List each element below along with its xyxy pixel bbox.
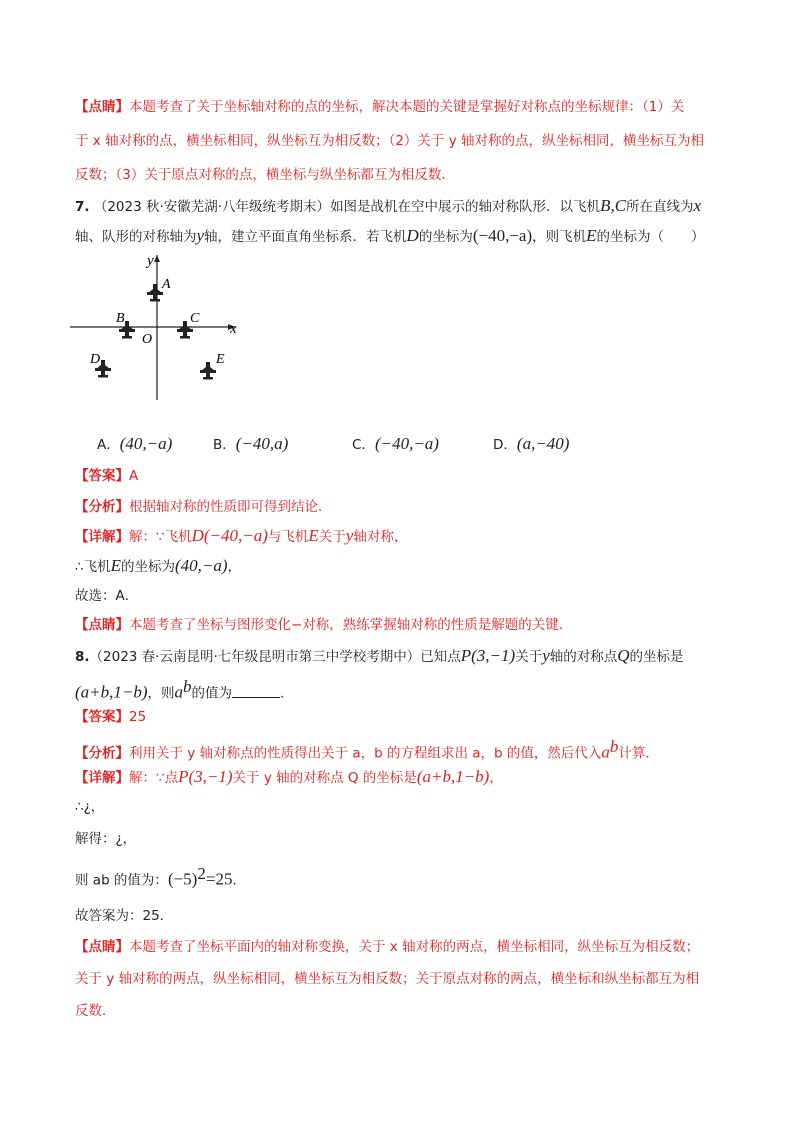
option-b[interactable] — [213, 433, 288, 454]
stem-text: ，则 — [147, 685, 175, 702]
stem-text: 的坐标是 — [629, 649, 684, 665]
detail-text: 关于 y 轴的对称点 Q 的坐标是 — [232, 770, 417, 786]
analysis-label: 【分析】 — [75, 499, 129, 515]
math-d: D — [406, 226, 419, 245]
q7-answer — [75, 466, 138, 486]
math-e: E — [110, 556, 121, 575]
math-coord: (−40,−a) — [203, 526, 268, 545]
q7-stem-line2 — [75, 226, 705, 247]
math-base: a — [174, 682, 184, 702]
math-coord: (40,−a) — [174, 556, 228, 575]
value-text: ． — [232, 872, 246, 889]
q8-analysis — [75, 737, 659, 764]
q6-note-line1 — [75, 97, 684, 117]
option-c[interactable] — [352, 433, 439, 454]
stem-text: . — [280, 685, 285, 702]
math-p: P(3,−1) — [460, 646, 516, 665]
option-value: (a,−40) — [516, 434, 570, 453]
q8-note-line3: 反数． — [75, 1003, 116, 1019]
question-source: （2023 秋·安徽芜湖·八年级统考期末） — [93, 199, 331, 215]
math-expression: (−5) — [167, 869, 198, 889]
math-q: Q — [617, 646, 630, 665]
analysis-text: 利用关于 y 轴对称点的性质得出关于 a，b 的方程组求出 a，b 的值，然后代入 — [129, 745, 602, 762]
stem-text: 轴，建立平面直角坐标系．若飞机 — [204, 229, 407, 245]
label-d: D — [90, 352, 101, 367]
label-a: A — [162, 277, 171, 292]
option-value: (−40,a) — [235, 434, 289, 453]
detail-text: 与飞机 — [267, 529, 309, 545]
q8-therefore: ∴¿， — [75, 799, 105, 815]
detail-text: 轴对称， — [353, 529, 408, 545]
option-letter: C． — [352, 437, 375, 453]
analysis-text: 计算． — [618, 745, 659, 762]
origin-label: O — [142, 332, 153, 347]
math-base: a — [601, 742, 610, 762]
detail-label: 【详解】 — [75, 529, 129, 545]
q8-answer — [75, 707, 146, 727]
answer-value: 25 — [129, 709, 147, 725]
q6-note-line2: 于 x 轴对称的点，横坐标相同，纵坐标互为相反数；（2）关于 y 轴对称的点，纵坐标相同，横坐标互为相 — [75, 133, 704, 149]
q7-detail — [75, 526, 407, 547]
option-value: (40,−a) — [119, 434, 173, 453]
math-y: y — [542, 646, 550, 665]
math-y: y — [345, 526, 354, 545]
note-label: 【点睛】 — [75, 617, 129, 633]
formation-figure — [60, 250, 260, 405]
option-d[interactable] — [493, 433, 569, 454]
q8-stem-line1 — [75, 646, 684, 667]
q7-conclusion — [75, 556, 241, 577]
q8-detail — [75, 767, 503, 788]
stem-text: 的值为 — [191, 685, 233, 702]
math-q-coord: (a+b,1−b) — [75, 682, 148, 702]
label-b: B — [116, 311, 125, 326]
q8-value — [75, 864, 246, 891]
q6-note-line3: 反数；（3）关于原点对称的点，横坐标与纵坐标都互为相反数. — [75, 167, 446, 183]
note-text: 本题考查了坐标平面内的轴对称变换，关于 x 轴对称的两点，横坐标相同，纵坐标互为相反数； — [129, 939, 700, 955]
question-number: 7. — [75, 199, 90, 215]
q7-stem-line1 — [75, 196, 701, 217]
math-bc: B,C — [600, 196, 627, 215]
detail-text: 关于 — [318, 529, 346, 545]
option-letter: A． — [97, 437, 120, 453]
q8-final: 故答案为：25． — [75, 908, 174, 924]
answer-label: 【答案】 — [75, 709, 129, 725]
value-text: 则 ab 的值为： — [75, 872, 168, 889]
math-expression: =25 — [205, 869, 233, 889]
answer-blank[interactable] — [232, 683, 280, 698]
math-y: y — [196, 226, 205, 245]
detail-text: ， — [489, 770, 503, 786]
option-a[interactable] — [97, 433, 172, 454]
q8-solve: 解得：¿， — [75, 831, 137, 847]
q7-analysis — [75, 497, 332, 517]
question-number: 8. — [75, 649, 90, 665]
option-letter: B． — [213, 437, 236, 453]
answer-value: A — [129, 468, 139, 484]
stem-text: 已知点 — [420, 649, 461, 665]
math-e: E — [308, 526, 319, 545]
conclusion-text: 的坐标为 — [120, 559, 175, 575]
math-e: E — [586, 226, 597, 245]
answer-label: 【答案】 — [75, 468, 129, 484]
stem-text: 如图是战机在空中展示的轴对称队形．以飞机 — [330, 199, 601, 215]
plane-e — [200, 362, 216, 380]
option-value: (−40,−a) — [374, 434, 439, 453]
math-p: P(3,−1) — [178, 767, 233, 786]
plane-a — [147, 284, 163, 302]
q8-stem-line2 — [75, 677, 284, 704]
note-label: 【点睛】 — [75, 939, 129, 955]
analysis-label: 【分析】 — [75, 745, 129, 762]
conclusion-text: ， — [227, 559, 242, 575]
q7-choose: 故选：A． — [75, 588, 139, 604]
q8-note-line2: 关于 y 轴对称的两点，纵坐标相同，横坐标互为相反数；关于原点对称的两点，横坐标和纵坐标都互为相 — [75, 971, 700, 987]
math-x: x — [693, 196, 702, 215]
note-text: 本题考查了关于坐标轴对称的点的坐标，解决本题的关键是掌握好对称点的坐标规律：（1）关 — [129, 99, 685, 115]
detail-text: 解：∵飞机 — [129, 529, 192, 545]
q8-note-line1 — [75, 937, 699, 957]
question-source: （2023 春·云南昆明·七年级昆明市第三中学校考期中） — [89, 649, 421, 665]
math-exponent: b — [609, 737, 619, 756]
math-q-coord: (a+b,1−b) — [416, 767, 490, 786]
q7-note — [75, 615, 572, 635]
note-text: 本题考查了坐标与图形变化−对称，熟练掌握轴对称的性质是解题的关键． — [129, 617, 573, 633]
stem-text: ，则飞机 — [532, 229, 587, 245]
math-exponent: 2 — [197, 864, 206, 883]
label-e: E — [216, 352, 225, 367]
stem-text: 所在直线为 — [626, 199, 694, 215]
stem-text: 轴的对称点 — [549, 649, 618, 665]
label-c: C — [190, 311, 200, 326]
x-axis-label: x — [230, 321, 237, 337]
stem-text: 的坐标为 — [418, 229, 473, 245]
stem-text: 关于 — [515, 649, 543, 665]
math-d-coord: (−40,−a) — [472, 226, 533, 245]
stem-text: 轴、队形的对称轴为 — [75, 229, 197, 245]
option-letter: D． — [493, 437, 517, 453]
conclusion-text: ∴飞机 — [75, 559, 111, 575]
stem-text: 的坐标为（ ） — [596, 229, 705, 245]
math-d: D — [191, 526, 204, 545]
y-axis-label: y — [147, 253, 154, 269]
math-exponent: b — [183, 677, 192, 696]
detail-text: 解：∵点 — [129, 770, 179, 786]
note-label: 【点睛】 — [75, 99, 129, 115]
y-axis-arrow — [154, 255, 160, 262]
detail-label: 【详解】 — [75, 770, 129, 786]
analysis-text: 根据轴对称的性质即可得到结论． — [129, 499, 332, 515]
